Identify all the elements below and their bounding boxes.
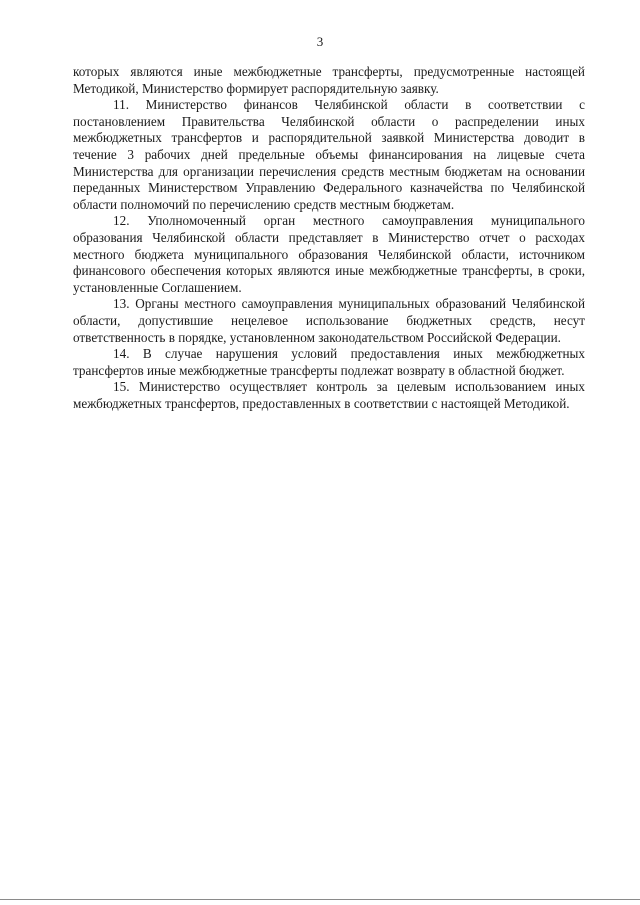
page-number: 3	[316, 34, 324, 49]
paragraph-item-15: 15. Министерство осуществляет контроль за целевым использованием иных межбюджетных трансфертов, предоставленных в соответствии с настоящей Методикой.	[73, 379, 585, 411]
paragraph-item-12: 12. Уполномоченный орган местного самоуправления муниципального образования Челябинской области представляет в Министерство отчет о расходах местного бюджета муниципального образования Челябинской области, источником финансового обеспечения которых являются иные межбюджетные трансферты, в сроки, установленные Соглашением.	[73, 213, 585, 295]
paragraph-continuation: которых являются иные межбюджетные трансферты, предусмотренные настоящей Методикой, Министерство формирует распорядительную заявку.	[73, 64, 585, 96]
paragraph-item-11: 11. Министерство финансов Челябинской области в соответствии с постановлением Правительства Челябинской области о распределении иных межбюджетных трансфертов и распорядительной заявкой Министерства доводит в течение 3 рабочих дней предельные объемы финансирования на лицевые счета Министерства для организации перечисления средств местным бюджетам на основании переданных Министерством Управлению Федерального казначейства по Челябинской области полномочий по перечислению средств местным бюджетам.	[73, 97, 585, 212]
paragraph-item-13: 13. Органы местного самоуправления муниципальных образований Челябинской области, допустившие нецелевое использование бюджетных средств, несут ответственность в порядке, установленном законодательством Российской Федерации.	[73, 296, 585, 345]
document-body	[73, 64, 585, 412]
page-bottom-edge	[0, 899, 640, 900]
paragraph-item-14: 14. В случае нарушения условий предоставления иных межбюджетных трансфертов иные межбюджетные трансферты подлежат возврату в областной бюджет.	[73, 346, 585, 378]
